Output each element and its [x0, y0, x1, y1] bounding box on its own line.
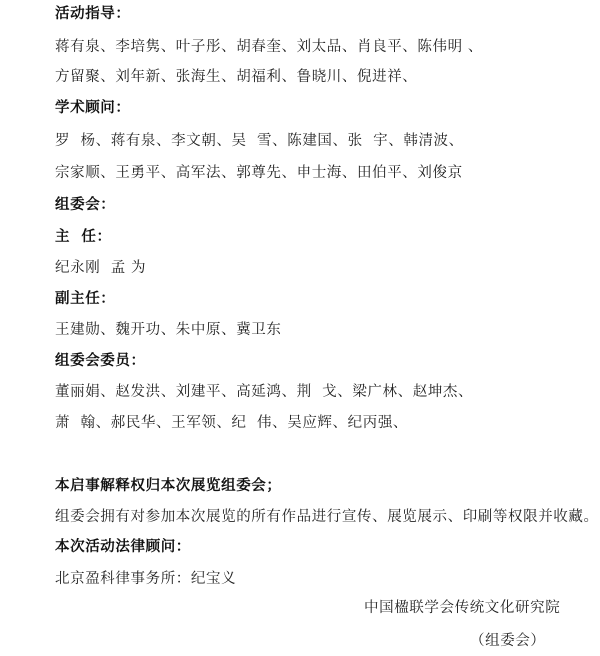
guidance-line-1: 蒋有泉、李培隽、叶子彤、胡春奎、刘太品、肖良平、陈伟明 、 — [55, 39, 484, 55]
deputy-director-heading: 副主任： — [55, 290, 116, 307]
academic-advisors-line-2: 宗家顺、王勇平、高军法、郭尊先、申士海、田伯平、刘俊京 — [55, 165, 463, 181]
guidance-line-2: 方留聚、刘年新、张海生、胡福利、鲁晓川、倪进祥、 — [55, 69, 418, 85]
director-heading: 主 任： — [55, 228, 112, 245]
guidance-heading: 活动指导： — [55, 5, 131, 22]
legal-advisor-line: 北京盈科律事务所：纪宝义 — [55, 571, 237, 587]
signature-organization: 中国楹联学会传统文化研究院 — [364, 600, 561, 616]
committee-members-line-2: 萧 翰、郝民华、王军领、纪 伟、吴应辉、纪丙强、 — [55, 415, 409, 431]
committee-heading: 组委会： — [55, 196, 116, 213]
committee-members-heading: 组委会委员： — [55, 352, 146, 369]
academic-advisors-heading: 学术顾问： — [55, 99, 131, 116]
signature-role: （组委会） — [470, 633, 546, 649]
legal-advisor-heading: 本次活动法律顾问： — [55, 538, 191, 555]
deputy-director-line: 王建勋、魏开功、朱中原、冀卫东 — [55, 322, 282, 338]
interpretation-line: 组委会拥有对参加本次展览的所有作品进行宣传、展览展示、印刷等权限并收藏。 — [55, 509, 599, 525]
director-line: 纪永刚 孟 为 — [55, 260, 147, 276]
committee-members-line-1: 董丽娟、赵发洪、刘建平、高延鸿、荆 戈、梁广林、赵坤杰、 — [55, 384, 474, 400]
academic-advisors-line-1: 罗 杨、蒋有泉、李文朝、吴 雪、陈建国、张 宇、韩清波、 — [55, 133, 464, 149]
interpretation-heading: 本启事解释权归本次展览组委会； — [55, 477, 282, 494]
